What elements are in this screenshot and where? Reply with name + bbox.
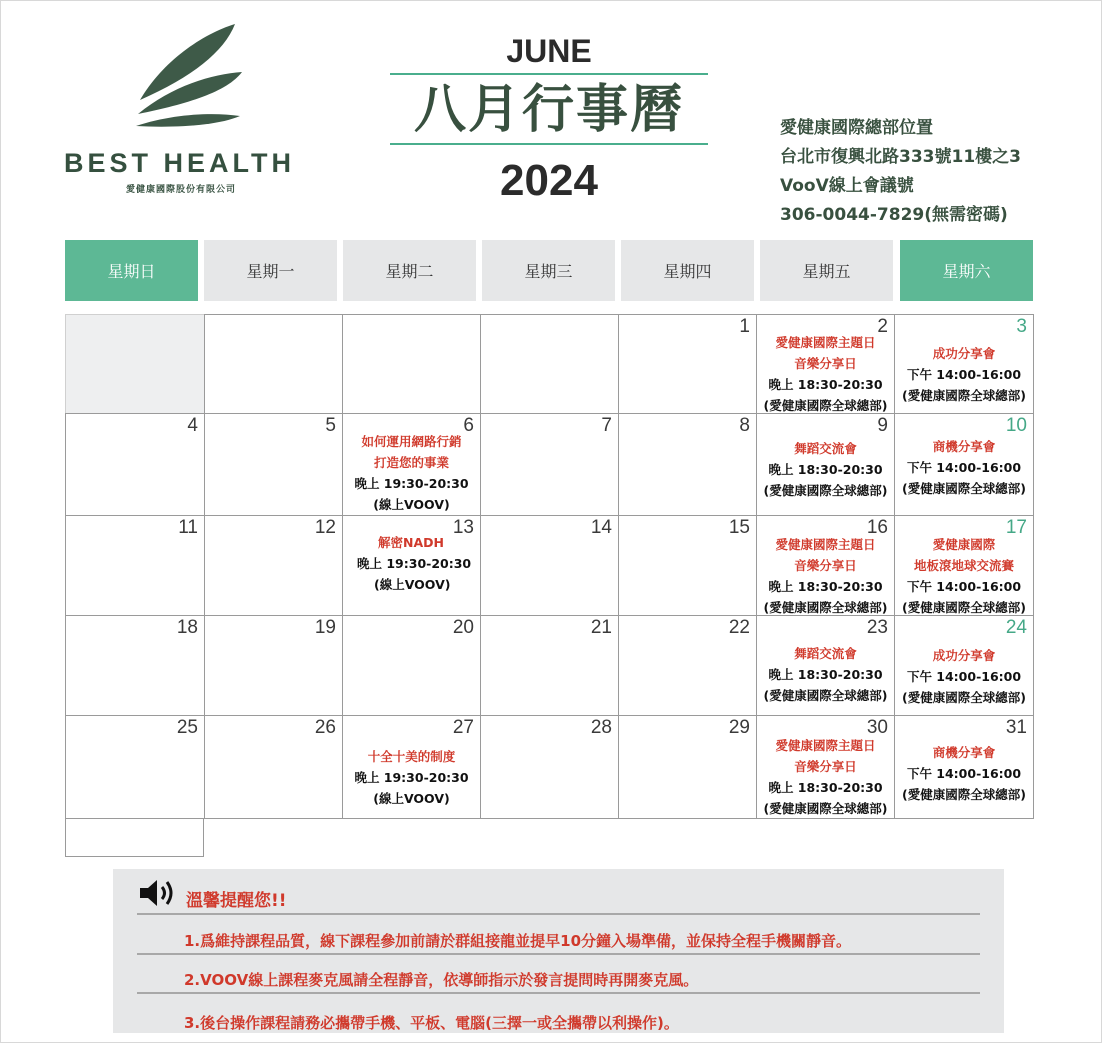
event	[357, 532, 480, 595]
day-number: 21	[590, 617, 612, 638]
event-title: 音樂分享日	[794, 356, 857, 371]
event-title: 成功分享會	[932, 346, 996, 361]
weekday-fri: 星期五	[760, 240, 893, 301]
day-number: 28	[590, 717, 612, 738]
speaker-icon	[138, 877, 176, 909]
event	[895, 645, 1033, 708]
event-time: 晚上 18:30-20:30	[768, 462, 883, 477]
notice-rule	[137, 992, 980, 994]
event	[895, 534, 1033, 618]
day-cell	[204, 515, 343, 616]
day-cell	[618, 314, 757, 414]
event	[757, 735, 894, 819]
empty-cell	[480, 314, 619, 414]
day-cell	[618, 715, 757, 819]
day-cell	[65, 515, 205, 616]
day-cell	[756, 515, 895, 616]
day-cell	[65, 413, 205, 516]
day-cell	[204, 413, 343, 516]
event-place: (線上VOOV)	[373, 497, 450, 512]
event-time: 下午 14:00-16:00	[906, 766, 1022, 781]
weekday-wed: 星期三	[482, 240, 615, 301]
day-number: 18	[176, 617, 198, 638]
event-place: (線上VOOV)	[373, 791, 450, 806]
voov-label: VooV線上會議號	[780, 176, 914, 196]
day-number: 14	[590, 517, 612, 538]
event-place: (愛健康國際全球總部)	[902, 600, 1026, 615]
event-title: 商機分享會	[932, 745, 996, 760]
day-number: 8	[739, 415, 750, 436]
event-title: 舞蹈交流會	[794, 646, 857, 661]
day-number: 13	[452, 517, 474, 538]
day-cell	[894, 314, 1034, 414]
day-cell	[204, 715, 343, 819]
event-title: 愛健康國際主題日	[775, 537, 876, 552]
event-place: (愛健康國際全球總部)	[763, 801, 888, 816]
day-cell	[894, 413, 1034, 516]
day-cell	[756, 715, 895, 819]
day-number: 2	[877, 316, 888, 337]
event-time: 晚上 18:30-20:30	[768, 780, 883, 795]
address-block	[780, 114, 1021, 230]
empty-cell	[65, 314, 205, 414]
day-cell	[618, 515, 757, 616]
event-place: (愛健康國際全球總部)	[902, 787, 1026, 802]
day-cell	[342, 515, 481, 616]
event-title: 愛健康國際主題日	[775, 335, 876, 350]
event	[757, 534, 894, 618]
day-cell	[480, 715, 619, 819]
day-number: 15	[728, 517, 750, 538]
day-number: 25	[176, 717, 198, 738]
day-cell	[65, 715, 205, 819]
day-number: 5	[325, 415, 336, 436]
event	[343, 746, 480, 809]
event-place: (愛健康國際全球總部)	[763, 688, 888, 703]
event	[757, 332, 894, 416]
event-title: 音樂分享日	[794, 558, 857, 573]
month-english: JUNE	[506, 33, 592, 69]
day-number: 29	[728, 717, 750, 738]
event-place: (愛健康國際全球總部)	[902, 388, 1026, 403]
day-number: 9	[877, 415, 888, 436]
event-title: 商機分享會	[932, 439, 996, 454]
weekday-mon: 星期一	[204, 240, 337, 301]
day-number: 19	[314, 617, 336, 638]
event-title: 十全十美的制度	[367, 749, 456, 764]
empty-cell	[65, 818, 204, 857]
empty-cell	[342, 314, 481, 414]
day-cell	[342, 413, 481, 516]
day-cell	[894, 715, 1034, 819]
day-number: 23	[866, 617, 888, 638]
day-cell	[756, 615, 895, 716]
day-number: 1	[739, 316, 750, 337]
day-number: 26	[314, 717, 336, 738]
weekday-sat: 星期六	[900, 240, 1033, 301]
day-number: 30	[866, 717, 888, 738]
event-place: (愛健康國際全球總部)	[902, 481, 1026, 496]
day-cell	[618, 615, 757, 716]
day-number: 6	[463, 415, 474, 436]
brand-name: BEST HEALTH	[64, 148, 295, 178]
event-title: 愛健康國際	[932, 537, 996, 552]
event-title: 地板滾地球交流賽	[913, 558, 1014, 573]
day-number: 4	[187, 415, 198, 436]
event-title: 解密NADH	[378, 535, 444, 550]
weekday-sun: 星期日	[65, 240, 198, 301]
day-number: 10	[1005, 415, 1027, 436]
event	[895, 436, 1033, 499]
day-number: 7	[601, 415, 612, 436]
day-number: 17	[1005, 517, 1027, 538]
day-cell	[756, 314, 895, 414]
empty-cell	[204, 314, 343, 414]
notice-title: 溫馨提醒您!!	[186, 891, 287, 911]
day-cell	[480, 413, 619, 516]
company-name: 愛健康國際股份有限公司	[126, 185, 237, 195]
event-time: 晚上 18:30-20:30	[768, 579, 883, 594]
day-number: 31	[1005, 717, 1027, 738]
event-time: 晚上 19:30-20:30	[354, 476, 469, 491]
hq-address: 台北市復興北路333號11樓之3	[780, 147, 1021, 167]
day-number: 16	[866, 517, 888, 538]
day-number: 12	[314, 517, 336, 538]
event-title: 音樂分享日	[794, 759, 857, 774]
event-place: (愛健康國際全球總部)	[763, 398, 888, 413]
event-title: 舞蹈交流會	[794, 441, 857, 456]
event-time: 下午 14:00-16:00	[906, 669, 1022, 684]
year: 2024	[500, 156, 598, 205]
notice-item-1: 1.爲維持課程品質，線下課程參加前請於群組接龍並提早10分鐘入場準備，並保持全程手機關靜音。	[184, 932, 852, 950]
title-rule-top	[390, 73, 708, 75]
day-cell	[342, 715, 481, 819]
event-time: 晚上 18:30-20:30	[768, 377, 883, 392]
event-place: (愛健康國際全球總部)	[902, 690, 1026, 705]
weekday-tue: 星期二	[343, 240, 476, 301]
logo-leaf-icon	[132, 22, 242, 127]
event-title: 如何運用網路行銷	[361, 434, 462, 449]
day-number: 20	[452, 617, 474, 638]
day-number: 24	[1005, 617, 1027, 638]
day-cell	[480, 615, 619, 716]
day-number: 22	[728, 617, 750, 638]
notice-rule	[137, 913, 980, 915]
notice-item-2: 2.VOOV線上課程麥克風請全程靜音，依導師指示於發言提問時再開麥克風。	[184, 971, 699, 989]
day-number: 3	[1016, 316, 1027, 337]
day-cell	[65, 615, 205, 716]
title-rule-bottom	[390, 143, 708, 145]
notice-item-3: 3.後台操作課程請務必攜帶手機、平板、電腦(三擇一或全攜帶以利操作)。	[184, 1014, 679, 1032]
event-place: (愛健康國際全球總部)	[763, 600, 888, 615]
day-cell	[756, 413, 895, 516]
event-title: 成功分享會	[932, 648, 996, 663]
event-time: 下午 14:00-16:00	[906, 367, 1022, 382]
event-time: 下午 14:00-16:00	[906, 460, 1022, 475]
event-place: (愛健康國際全球總部)	[763, 483, 888, 498]
event-title: 打造您的事業	[373, 455, 449, 470]
event-time: 晚上 19:30-20:30	[357, 556, 472, 571]
event	[895, 742, 1033, 805]
day-number: 27	[452, 717, 474, 738]
day-cell	[480, 515, 619, 616]
day-cell	[342, 615, 481, 716]
event-title: 愛健康國際主題日	[775, 738, 876, 753]
event	[343, 431, 480, 515]
day-cell	[894, 515, 1034, 616]
event-time: 晚上 19:30-20:30	[354, 770, 469, 785]
weekday-thu: 星期四	[621, 240, 754, 301]
notice-rule	[137, 953, 980, 955]
page-title: 八月行事曆	[413, 80, 684, 140]
event	[757, 438, 894, 501]
day-number: 11	[178, 517, 198, 538]
event	[757, 643, 894, 706]
hq-label: 愛健康國際總部位置	[780, 118, 933, 138]
event-time: 下午 14:00-16:00	[906, 579, 1022, 594]
day-cell	[894, 615, 1034, 716]
event-place: (線上VOOV)	[374, 577, 451, 592]
event	[895, 343, 1033, 406]
day-cell	[618, 413, 757, 516]
day-cell	[204, 615, 343, 716]
voov-meeting-id: 306-0044-7829(無需密碼)	[780, 205, 1008, 225]
event-time: 晚上 18:30-20:30	[768, 667, 883, 682]
